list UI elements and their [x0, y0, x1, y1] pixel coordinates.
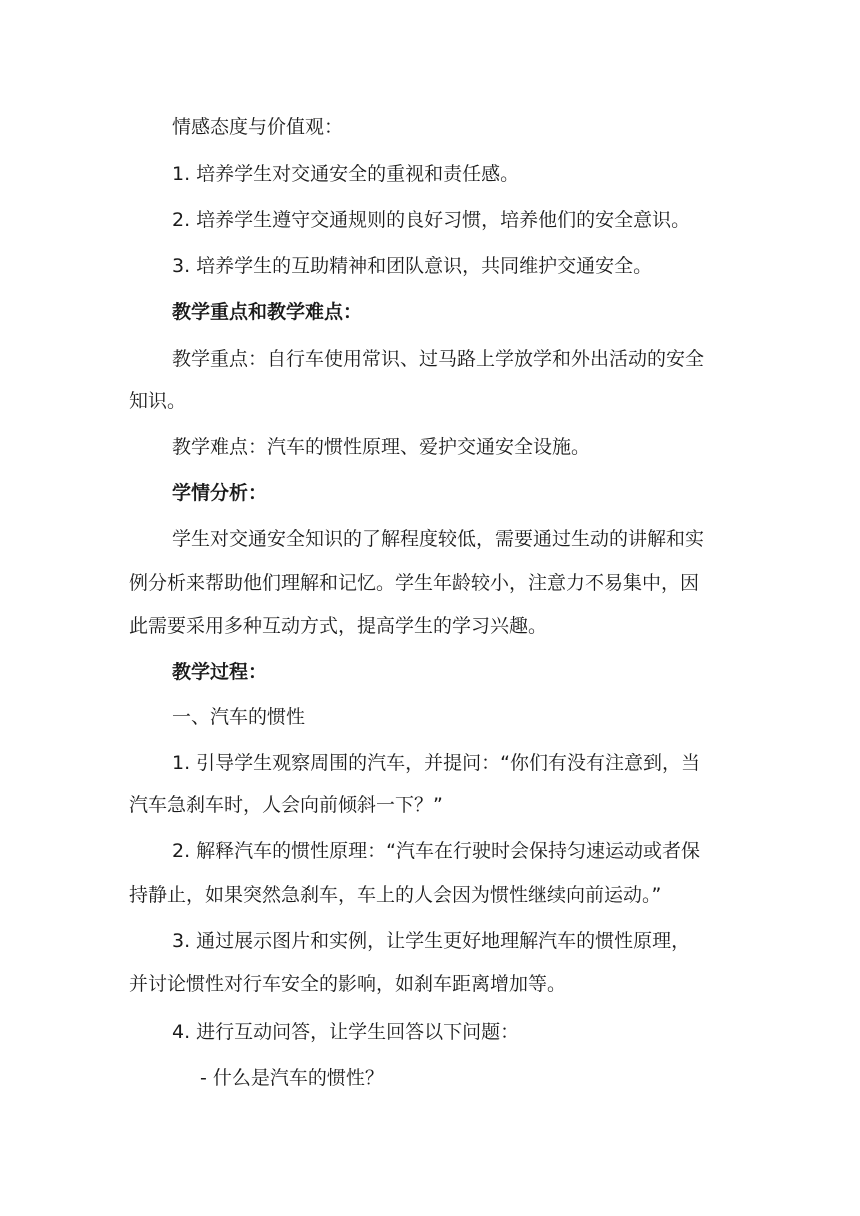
section-heading-analysis: 学情分析：	[172, 482, 268, 504]
paragraph-line: 持静止，如果突然急刹车，车上的人会因为惯性继续向前运动。”	[129, 884, 662, 906]
paragraph-line: 4. 进行互动问答，让学生回答以下问题：	[172, 1021, 520, 1043]
paragraph-line: 例分析来帮助他们理解和记忆。学生年龄较小，注意力不易集中，因	[129, 572, 700, 594]
list-item: 2. 培养学生遵守交通规则的良好习惯，培养他们的安全意识。	[172, 209, 691, 231]
section-heading-key-points: 教学重点和教学难点：	[172, 301, 363, 323]
paragraph-line: 教学重点：自行车使用常识、过马路上学放学和外出活动的安全	[172, 348, 705, 370]
list-item: 1. 培养学生对交通安全的重视和责任感。	[172, 163, 520, 185]
paragraph-line: 教学难点：汽车的惯性原理、爱护交通安全设施。	[172, 436, 591, 458]
section-title-emotion: 情感态度与价值观：	[172, 116, 344, 138]
subsection-title: 一、汽车的惯性	[172, 706, 306, 728]
paragraph-line: 此需要采用多种互动方式，提高学生的学习兴趣。	[129, 615, 548, 637]
paragraph-line: 1. 引导学生观察周围的汽车，并提问：“你们有没有注意到，当	[172, 752, 701, 774]
section-heading-process: 教学过程：	[172, 661, 268, 683]
paragraph-line: 知识。	[129, 390, 187, 412]
list-item: 3. 培养学生的互助精神和团队意识，共同维护交通安全。	[172, 255, 653, 277]
paragraph-line: 汽车急刹车时，人会向前倾斜一下？”	[129, 794, 443, 816]
list-item: - 什么是汽车的惯性？	[200, 1067, 384, 1089]
paragraph-line: 2. 解释汽车的惯性原理：“汽车在行驶时会保持匀速运动或者保	[172, 840, 701, 862]
paragraph-line: 并讨论惯性对行车安全的影响，如刹车距离增加等。	[129, 973, 567, 995]
paragraph-line: 学生对交通安全知识的了解程度较低，需要通过生动的讲解和实	[172, 528, 705, 550]
paragraph-line: 3. 通过展示图片和实例，让学生更好地理解汽车的惯性原理，	[172, 930, 691, 952]
